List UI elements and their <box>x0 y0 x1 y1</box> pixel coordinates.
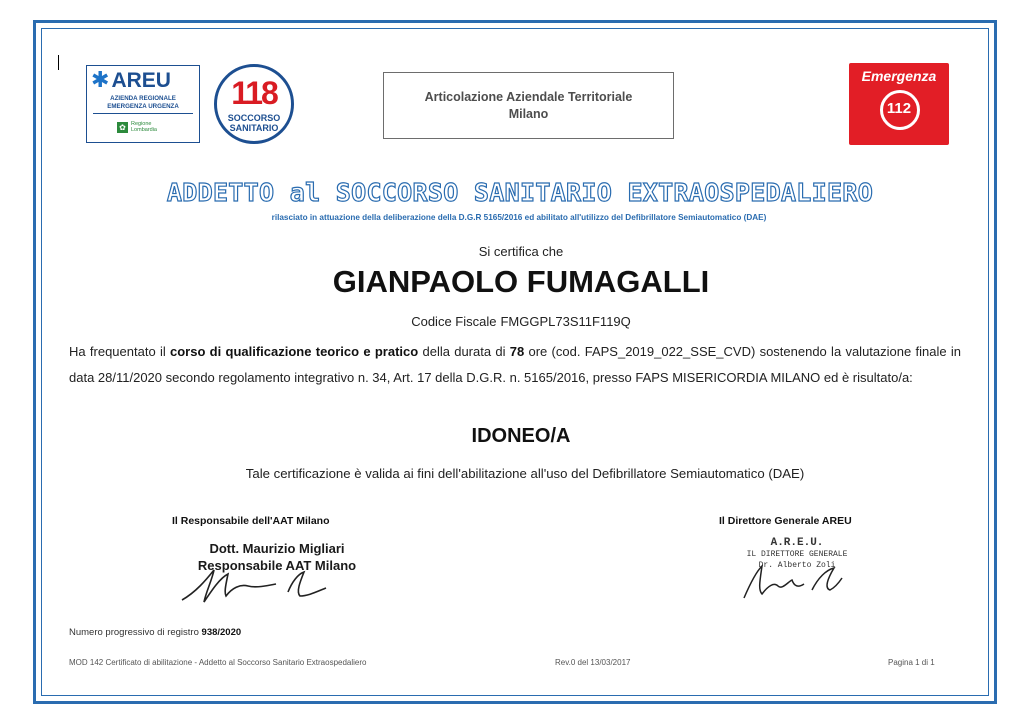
certificate-title: ADDETTO al SOCCORSO SANITARIO EXTRAOSPEDALIERO <box>166 178 874 207</box>
s118-line1: SOCCORSO <box>227 113 281 123</box>
right-handwritten-signature <box>738 560 848 604</box>
paragraph-text-2: della durata di <box>418 344 510 359</box>
left-stamp-line2: Responsabile AAT Milano <box>197 558 357 573</box>
paragraph-text-1: Ha frequentato il <box>69 344 170 359</box>
articolazione-line2: Milano <box>508 106 549 121</box>
divider <box>93 113 193 114</box>
registry-value: 938/2020 <box>201 627 242 638</box>
holder-name: GIANPAOLO FUMAGALLI <box>332 264 710 299</box>
emergenza-number: 112 <box>886 100 912 117</box>
soccorso-118-logo <box>214 64 294 144</box>
regione-lombardia-logo <box>117 121 157 133</box>
articolazione-line1: Articolazione Aziendale Territoriale <box>424 89 633 104</box>
result: IDONEO/A <box>471 425 571 447</box>
left-signatory-title: Il Responsabile dell'AAT Milano <box>172 515 330 527</box>
rosa-camuna-icon: ✿ <box>117 122 128 133</box>
areu-logo-subtitle <box>89 95 197 111</box>
regione-line1: Regione <box>131 121 152 127</box>
text-cursor <box>58 55 59 70</box>
registry-number <box>69 627 241 638</box>
left-stamp-line1: Dott. Maurizio Migliari <box>209 541 345 556</box>
course-hours: 78 <box>509 344 525 359</box>
validity-statement: Tale certificazione è valida ai fini dell'abilitazione all'uso del Defibrillatore Semiautomatico (DAE) <box>245 466 805 481</box>
emergenza-title: Emergenza <box>861 68 937 84</box>
s118-number: 118 <box>231 75 277 111</box>
star-of-life-icon: ✱ <box>91 68 110 93</box>
certificate-subtitle: rilasciato in attuazione della deliberazione della D.G.R 5165/2016 ed abilitato all'utilizzo del Defibrillatore Semiautomatico (DAE) <box>271 213 767 222</box>
course-name: corso di qualificazione teorico e pratico <box>170 344 419 359</box>
codice-fiscale-value: FMGGPL73S11F119Q <box>500 314 631 329</box>
right-stamp-line3: Dr. Alberto Zoli <box>758 561 836 570</box>
footer-revision: Rev.0 del 13/03/2017 <box>555 658 631 667</box>
footer-page: Pagina 1 di 1 <box>888 658 935 667</box>
right-stamp-line1: A.R.E.U. <box>770 537 824 549</box>
footer-module: MOD 142 Certificato di abilitazione - Addetto al Soccorso Sanitario Extraospedaliero <box>69 658 367 667</box>
left-handwritten-signature <box>176 566 336 608</box>
areu-logo-name: AREU <box>111 69 171 92</box>
right-signatory-title: Il Direttore Generale AREU <box>719 515 852 527</box>
codice-fiscale <box>0 314 1024 329</box>
areu-logo <box>86 65 200 143</box>
areu-subtitle-line1: AZIENDA REGIONALE <box>110 95 176 102</box>
areu-subtitle-line2: EMERGENZA URGENZA <box>107 103 179 110</box>
s118-line2: SANITARIO <box>229 123 279 133</box>
regione-line2: Lombardia <box>131 127 157 133</box>
right-stamp-line2: IL DIRETTORE GENERALE <box>746 550 848 559</box>
registry-label: Numero progressivo di registro <box>69 627 202 638</box>
articolazione-box <box>383 72 674 139</box>
paragraph-text-3: ore (cod. FAPS_2019_022_SSE_CVD) sostenendo la valutazione finale in data 28/11/2020 secondo regolamento integrativo n. 34, Art. 17 della D.G.R. n. 5165/2016, presso FAPS MISERICORDIA MILANO ed è risultato/a: <box>69 344 961 385</box>
codice-fiscale-label: Codice Fiscale <box>411 314 497 329</box>
course-paragraph <box>69 339 961 390</box>
emergenza-112-logo <box>849 63 949 145</box>
certifies-text: Si certifica che <box>478 244 564 259</box>
s118-text <box>217 113 291 133</box>
